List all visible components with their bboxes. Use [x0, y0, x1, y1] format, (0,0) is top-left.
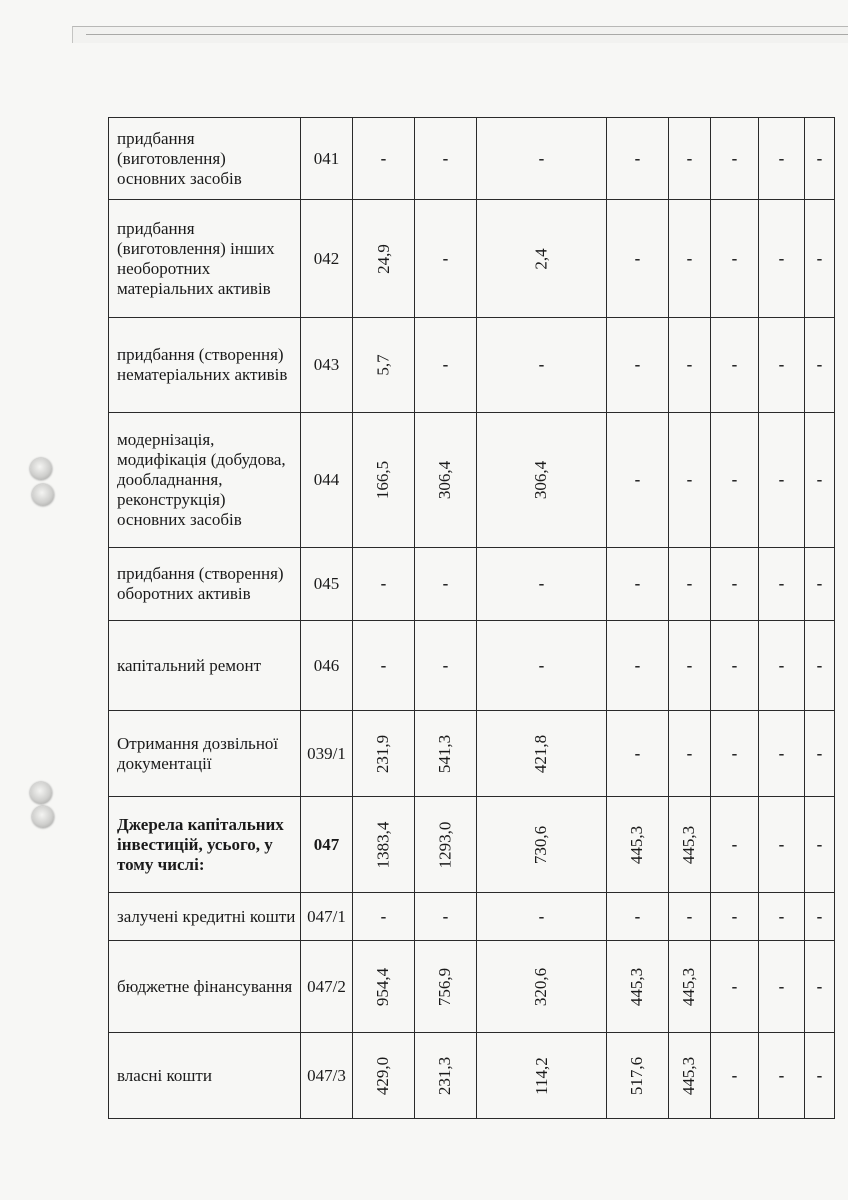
empty-cell: -: [805, 118, 835, 200]
value-text: 306,4: [531, 460, 551, 500]
table-row: [109, 941, 835, 1033]
empty-cell: -: [607, 413, 669, 548]
empty-cell: -: [607, 621, 669, 711]
empty-cell: -: [711, 413, 759, 548]
value-text: 1293,0: [435, 821, 455, 868]
table-row: [109, 797, 835, 893]
table-row: [109, 318, 835, 413]
row-label: Джерела капітальних інвестицій, усього, у тому числі:: [109, 797, 301, 893]
empty-cell: -: [669, 621, 711, 711]
empty-cell: -: [669, 200, 711, 318]
value-cell: [353, 711, 415, 797]
empty-cell: -: [759, 200, 805, 318]
empty-cell: -: [607, 893, 669, 941]
row-label: модернізація, модифікація (добудова, дообладнання, реконструкція) основних засобів: [109, 413, 301, 548]
value-text: 445,3: [679, 1056, 699, 1095]
row-label: бюджетне фінансування: [109, 941, 301, 1033]
table-row: [109, 711, 835, 797]
empty-cell: -: [711, 118, 759, 200]
row-label: Отримання дозвільної документації: [109, 711, 301, 797]
empty-cell: -: [415, 318, 477, 413]
value-cell: [669, 1033, 711, 1119]
table-row: [109, 548, 835, 621]
table-row: [109, 1033, 835, 1119]
value-text: 2,4: [531, 247, 551, 270]
value-text: 1383,4: [373, 821, 393, 868]
empty-cell: -: [669, 413, 711, 548]
value-cell: [669, 797, 711, 893]
empty-cell: -: [711, 711, 759, 797]
empty-cell: -: [711, 318, 759, 413]
value-text: 730,6: [531, 825, 551, 864]
empty-cell: -: [415, 893, 477, 941]
value-text: 421,8: [531, 734, 551, 773]
value-text: 541,3: [435, 734, 455, 773]
empty-cell: -: [415, 200, 477, 318]
value-cell: [607, 797, 669, 893]
empty-cell: -: [805, 1033, 835, 1119]
value-cell: [353, 797, 415, 893]
row-code: 039/1: [301, 711, 353, 797]
empty-cell: -: [759, 941, 805, 1033]
row-code: 042: [301, 200, 353, 318]
empty-cell: -: [805, 548, 835, 621]
empty-cell: -: [759, 893, 805, 941]
value-text: 5,7: [373, 354, 393, 376]
row-code: 047/1: [301, 893, 353, 941]
value-cell: [415, 413, 477, 548]
value-text: 517,6: [627, 1056, 647, 1095]
table-row: [109, 893, 835, 941]
empty-cell: -: [805, 941, 835, 1033]
empty-cell: -: [759, 413, 805, 548]
value-cell: [353, 318, 415, 413]
empty-cell: -: [607, 711, 669, 797]
value-text: 954,4: [373, 967, 393, 1006]
empty-cell: -: [477, 621, 607, 711]
empty-cell: -: [353, 621, 415, 711]
empty-cell: -: [711, 797, 759, 893]
empty-cell: -: [805, 797, 835, 893]
empty-cell: -: [759, 621, 805, 711]
value-text: 114,2: [531, 1056, 551, 1095]
row-code: 045: [301, 548, 353, 621]
empty-cell: -: [759, 318, 805, 413]
value-cell: [477, 941, 607, 1033]
empty-cell: -: [477, 893, 607, 941]
row-code: 047/2: [301, 941, 353, 1033]
value-text: 320,6: [531, 967, 551, 1006]
empty-cell: -: [759, 797, 805, 893]
value-text: 24,9: [373, 243, 393, 274]
empty-cell: -: [711, 548, 759, 621]
empty-cell: -: [607, 548, 669, 621]
capital-investment-table: [108, 117, 835, 1119]
punch-hole-icon: [30, 458, 52, 480]
row-code: 046: [301, 621, 353, 711]
empty-cell: -: [711, 200, 759, 318]
empty-cell: -: [669, 548, 711, 621]
empty-cell: -: [477, 318, 607, 413]
empty-cell: -: [759, 711, 805, 797]
empty-cell: -: [607, 118, 669, 200]
empty-cell: -: [353, 893, 415, 941]
empty-cell: -: [759, 548, 805, 621]
value-cell: [607, 1033, 669, 1119]
empty-cell: -: [415, 621, 477, 711]
punch-hole-icon: [30, 782, 52, 804]
table-row: [109, 621, 835, 711]
row-label: капітальний ремонт: [109, 621, 301, 711]
empty-cell: -: [805, 200, 835, 318]
value-text: 445,3: [627, 825, 647, 864]
row-code: 041: [301, 118, 353, 200]
empty-cell: -: [477, 548, 607, 621]
value-cell: [477, 711, 607, 797]
empty-cell: -: [805, 621, 835, 711]
row-label: придбання (виготовлення) основних засобів: [109, 118, 301, 200]
empty-cell: -: [669, 893, 711, 941]
value-cell: [353, 941, 415, 1033]
empty-cell: -: [669, 318, 711, 413]
empty-cell: -: [477, 118, 607, 200]
value-text: 306,4: [435, 460, 455, 500]
empty-cell: -: [805, 893, 835, 941]
row-code: 047: [301, 797, 353, 893]
value-cell: [477, 1033, 607, 1119]
empty-cell: -: [669, 711, 711, 797]
value-cell: [477, 797, 607, 893]
empty-cell: -: [711, 893, 759, 941]
value-cell: [477, 413, 607, 548]
value-cell: [353, 1033, 415, 1119]
value-text: 231,9: [373, 734, 393, 773]
empty-cell: -: [669, 118, 711, 200]
punch-hole-icon: [32, 806, 54, 828]
empty-cell: -: [607, 318, 669, 413]
empty-cell: -: [805, 318, 835, 413]
empty-cell: -: [607, 200, 669, 318]
value-text: 445,3: [627, 967, 647, 1006]
value-cell: [415, 711, 477, 797]
row-code: 043: [301, 318, 353, 413]
value-text: 166,5: [373, 460, 393, 500]
value-text: 429,0: [373, 1056, 393, 1095]
sheet-edge-line: [86, 34, 848, 45]
empty-cell: -: [805, 413, 835, 548]
punch-hole-icon: [32, 484, 54, 506]
value-text: 445,3: [679, 825, 699, 864]
empty-cell: -: [711, 941, 759, 1033]
value-cell: [669, 941, 711, 1033]
value-cell: [477, 200, 607, 318]
empty-cell: -: [353, 118, 415, 200]
table-row: [109, 413, 835, 548]
table-row: [109, 118, 835, 200]
value-text: 231,3: [435, 1056, 455, 1095]
row-code: 044: [301, 413, 353, 548]
value-text: 756,9: [435, 967, 455, 1006]
row-label: залучені кредитні кошти: [109, 893, 301, 941]
value-cell: [415, 941, 477, 1033]
value-cell: [607, 941, 669, 1033]
empty-cell: -: [759, 118, 805, 200]
table-row: [109, 200, 835, 318]
row-label: власні кошти: [109, 1033, 301, 1119]
row-label: придбання (створення) оборотних активів: [109, 548, 301, 621]
row-label: придбання (створення) нематеріальних активів: [109, 318, 301, 413]
row-label: придбання (виготовлення) інших необоротних матеріальних активів: [109, 200, 301, 318]
empty-cell: -: [711, 1033, 759, 1119]
value-cell: [353, 413, 415, 548]
empty-cell: -: [805, 711, 835, 797]
empty-cell: -: [711, 621, 759, 711]
empty-cell: -: [415, 548, 477, 621]
empty-cell: -: [759, 1033, 805, 1119]
empty-cell: -: [353, 548, 415, 621]
empty-cell: -: [415, 118, 477, 200]
value-cell: [415, 797, 477, 893]
row-code: 047/3: [301, 1033, 353, 1119]
value-cell: [415, 1033, 477, 1119]
value-text: 445,3: [679, 967, 699, 1006]
value-cell: [353, 200, 415, 318]
